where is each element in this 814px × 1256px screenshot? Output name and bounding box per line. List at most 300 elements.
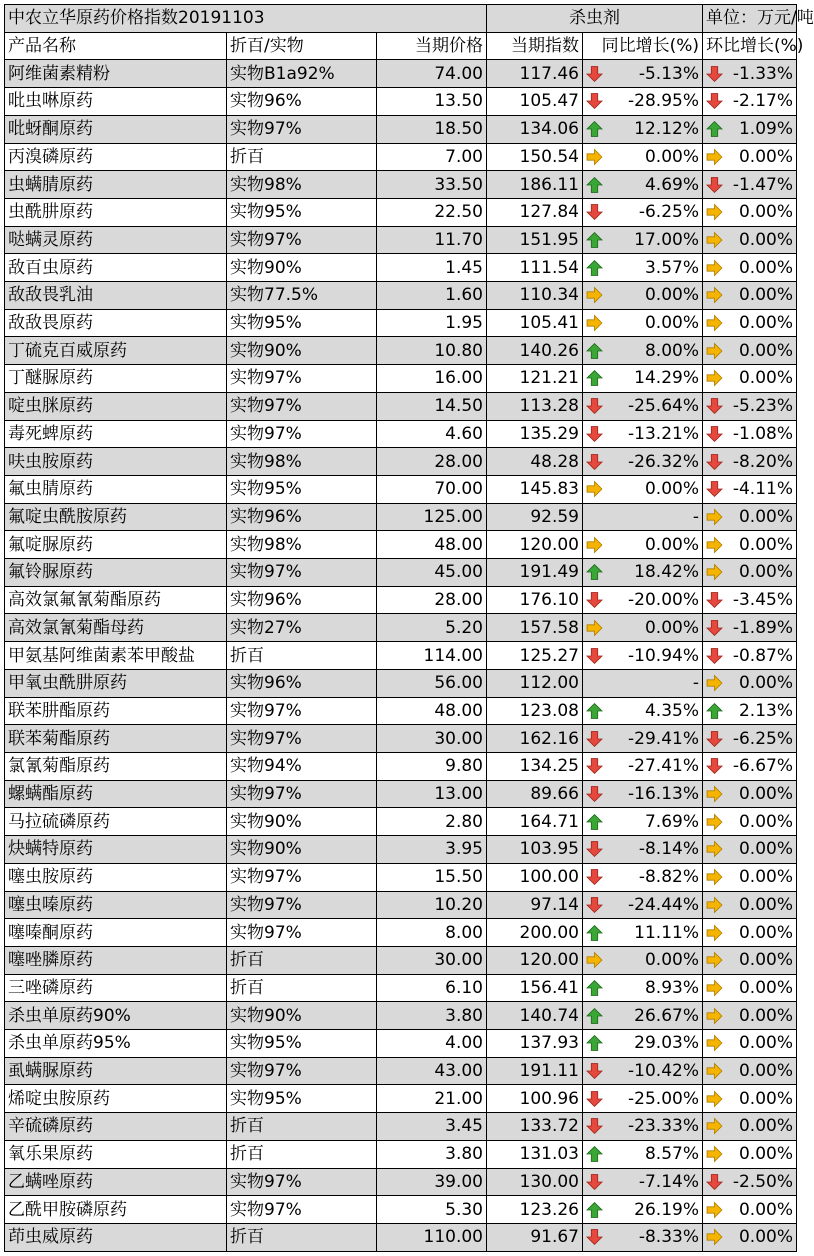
yoy-cell [583, 1223, 703, 1251]
table-row [5, 697, 797, 725]
mom-value: 0.00% [738, 340, 793, 361]
yoy-value: -5.13% [638, 63, 699, 84]
product-name-cell: 乙螨唑原药 [5, 1168, 227, 1196]
spec-cell: 实物97% [227, 697, 377, 725]
index-cell: 137.93 [487, 1030, 583, 1058]
yoy-value: -24.44% [628, 894, 699, 915]
mom-cell [703, 891, 797, 919]
yoy-cell [583, 1168, 703, 1196]
yoy-value: - [692, 507, 699, 527]
index-cell: 200.00 [487, 919, 583, 947]
product-name-cell: 氯氰菊酯原药 [5, 752, 227, 780]
product-name-cell: 噻虫胺原药 [5, 863, 227, 891]
spec-cell: 实物97% [227, 919, 377, 947]
product-name-cell: 茚虫威原药 [5, 1223, 227, 1251]
price-cell: 10.80 [377, 337, 487, 365]
product-name-cell: 马拉硫磷原药 [5, 808, 227, 836]
mom-value: 0.00% [738, 1033, 793, 1054]
index-cell: 191.49 [487, 559, 583, 587]
price-cell: 56.00 [377, 669, 487, 697]
table-row [5, 1002, 797, 1030]
product-name-cell: 乙酰甲胺磷原药 [5, 1196, 227, 1224]
mom-cell [703, 642, 797, 670]
index-cell: 105.41 [487, 309, 583, 337]
index-cell: 164.71 [487, 808, 583, 836]
table-row [5, 559, 797, 587]
header-spec: 折百/实物 [227, 32, 377, 60]
table-row [5, 531, 797, 559]
mom-cell [703, 919, 797, 947]
index-cell: 156.41 [487, 974, 583, 1002]
yoy-cell [583, 337, 703, 365]
mom-cell [703, 254, 797, 282]
product-name-cell: 螺螨酯原药 [5, 780, 227, 808]
mom-value: 0.00% [738, 313, 793, 334]
yoy-cell [583, 143, 703, 171]
yoy-value: -20.00% [628, 590, 699, 611]
mom-cell [703, 752, 797, 780]
price-cell: 13.00 [377, 780, 487, 808]
product-name-cell: 联苯肼酯原药 [5, 697, 227, 725]
table-row [5, 309, 797, 337]
yoy-value: 29.03% [634, 1033, 699, 1054]
price-cell: 1.95 [377, 309, 487, 337]
yoy-value: -10.42% [628, 1061, 699, 1082]
price-cell: 114.00 [377, 642, 487, 670]
product-name-cell: 氟啶虫酰胺原药 [5, 503, 227, 531]
index-cell: 133.72 [487, 1113, 583, 1141]
yoy-cell [583, 392, 703, 420]
price-cell: 28.00 [377, 586, 487, 614]
price-cell: 16.00 [377, 365, 487, 393]
table-row [5, 725, 797, 753]
price-cell: 74.00 [377, 60, 487, 88]
spec-cell: 实物98% [227, 448, 377, 476]
yoy-cell [583, 60, 703, 88]
price-index-table [4, 4, 814, 1252]
price-cell: 3.80 [377, 1002, 487, 1030]
category-label: 杀虫剂 [487, 5, 703, 33]
yoy-value: 26.19% [634, 1199, 699, 1220]
mom-value: 0.00% [738, 811, 793, 832]
header-index: 当期指数 [487, 32, 583, 60]
price-cell: 48.00 [377, 531, 487, 559]
spec-cell: 实物90% [227, 808, 377, 836]
index-cell: 151.95 [487, 226, 583, 254]
yoy-value: 0.00% [644, 146, 699, 167]
table-row [5, 503, 797, 531]
product-name-cell: 三唑磷原药 [5, 974, 227, 1002]
title-row [5, 5, 797, 33]
index-cell: 157.58 [487, 614, 583, 642]
table-row [5, 891, 797, 919]
index-cell: 134.06 [487, 115, 583, 143]
index-cell: 100.96 [487, 1085, 583, 1113]
table-row [5, 1196, 797, 1224]
spec-cell: 实物90% [227, 337, 377, 365]
mom-cell [703, 365, 797, 393]
mom-value: -5.23% [732, 396, 793, 417]
price-cell: 4.00 [377, 1030, 487, 1058]
product-name-cell: 毒死蜱原药 [5, 420, 227, 448]
yoy-value: - [692, 673, 699, 694]
price-cell: 9.80 [377, 752, 487, 780]
price-cell: 13.50 [377, 88, 487, 116]
index-cell: 120.00 [487, 531, 583, 559]
mom-cell [703, 475, 797, 503]
index-cell: 134.25 [487, 752, 583, 780]
table-row [5, 836, 797, 864]
table-row [5, 475, 797, 503]
product-name-cell: 杀虫单原药90% [5, 1002, 227, 1030]
index-cell: 127.84 [487, 198, 583, 226]
yoy-cell [583, 531, 703, 559]
product-name-cell: 吡蚜酮原药 [5, 115, 227, 143]
spec-cell: 折百 [227, 1113, 377, 1141]
mom-value: -3.45% [732, 590, 793, 611]
price-cell: 3.45 [377, 1113, 487, 1141]
product-name-cell: 甲氨基阿维菌素苯甲酸盐 [5, 642, 227, 670]
index-cell: 140.74 [487, 1002, 583, 1030]
product-name-cell: 辛硫磷原药 [5, 1113, 227, 1141]
table-row [5, 974, 797, 1002]
index-cell: 92.59 [487, 503, 583, 531]
index-cell: 145.83 [487, 475, 583, 503]
spec-cell: 实物96% [227, 88, 377, 116]
yoy-value: 0.00% [644, 534, 699, 555]
product-name-cell: 啶虫脒原药 [5, 392, 227, 420]
table-body [5, 5, 814, 1252]
yoy-cell [583, 254, 703, 282]
spec-cell: 折百 [227, 143, 377, 171]
yoy-cell [583, 1002, 703, 1030]
header-yoy: 同比增长(%) [583, 32, 703, 60]
yoy-cell [583, 309, 703, 337]
price-cell: 30.00 [377, 725, 487, 753]
mom-cell [703, 143, 797, 171]
table-row [5, 115, 797, 143]
yoy-value: 0.00% [644, 950, 699, 971]
mom-cell [703, 586, 797, 614]
yoy-value: 0.00% [644, 313, 699, 334]
spec-cell: 实物96% [227, 586, 377, 614]
mom-value: -1.89% [732, 617, 793, 638]
mom-value: 0.00% [738, 950, 793, 971]
price-cell: 15.50 [377, 863, 487, 891]
index-cell: 110.34 [487, 282, 583, 310]
index-cell: 125.27 [487, 642, 583, 670]
price-cell: 28.00 [377, 448, 487, 476]
spec-cell: 实物95% [227, 309, 377, 337]
index-cell: 100.00 [487, 863, 583, 891]
mom-value: -4.11% [732, 479, 793, 500]
product-name-cell: 丁硫克百威原药 [5, 337, 227, 365]
mom-cell [703, 337, 797, 365]
mom-value: -6.25% [732, 728, 793, 749]
product-name-cell: 高效氯氰菊酯母药 [5, 614, 227, 642]
header-mom: 环比增长(%) [703, 32, 797, 60]
index-cell: 112.00 [487, 669, 583, 697]
yoy-cell [583, 448, 703, 476]
mom-cell [703, 1140, 797, 1168]
yoy-value: -26.32% [628, 451, 699, 472]
product-name-cell: 氟虫腈原药 [5, 475, 227, 503]
yoy-cell [583, 586, 703, 614]
price-cell: 14.50 [377, 392, 487, 420]
mom-cell [703, 392, 797, 420]
mom-cell [703, 1196, 797, 1224]
mom-cell [703, 780, 797, 808]
table-row [5, 254, 797, 282]
table-row [5, 752, 797, 780]
index-cell: 131.03 [487, 1140, 583, 1168]
mom-value: 0.00% [738, 229, 793, 250]
yoy-value: -16.13% [628, 784, 699, 805]
spec-cell: 折百 [227, 946, 377, 974]
yoy-value: 18.42% [634, 562, 699, 583]
mom-cell [703, 1085, 797, 1113]
mom-value: 0.00% [738, 894, 793, 915]
product-name-cell: 氟啶脲原药 [5, 531, 227, 559]
mom-value: 0.00% [738, 1116, 793, 1137]
index-cell: 91.67 [487, 1223, 583, 1251]
mom-value: 0.00% [738, 285, 793, 306]
table-row [5, 226, 797, 254]
product-name-cell: 杀虫单原药95% [5, 1030, 227, 1058]
mom-cell [703, 1168, 797, 1196]
mom-cell [703, 282, 797, 310]
product-name-cell: 虫酰肼原药 [5, 198, 227, 226]
spec-cell: 实物97% [227, 1196, 377, 1224]
mom-value: 0.00% [738, 867, 793, 888]
index-cell: 117.46 [487, 60, 583, 88]
yoy-cell [583, 1196, 703, 1224]
index-cell: 120.00 [487, 946, 583, 974]
price-cell: 43.00 [377, 1057, 487, 1085]
yoy-value: -8.82% [638, 867, 699, 888]
yoy-value: 0.00% [644, 285, 699, 306]
yoy-cell [583, 752, 703, 780]
yoy-value: -29.41% [628, 728, 699, 749]
price-cell: 45.00 [377, 559, 487, 587]
mom-cell [703, 697, 797, 725]
yoy-value: -28.95% [628, 91, 699, 112]
spec-cell: 实物97% [227, 115, 377, 143]
price-cell: 48.00 [377, 697, 487, 725]
product-name-cell: 虫螨腈原药 [5, 171, 227, 199]
yoy-cell [583, 420, 703, 448]
spec-cell: 实物98% [227, 531, 377, 559]
table-row [5, 1168, 797, 1196]
product-name-cell: 丁醚脲原药 [5, 365, 227, 393]
yoy-cell [583, 1140, 703, 1168]
index-cell: 89.66 [487, 780, 583, 808]
price-cell: 5.20 [377, 614, 487, 642]
product-name-cell: 联苯菊酯原药 [5, 725, 227, 753]
mom-value: -1.33% [732, 63, 793, 84]
spec-cell: 实物97% [227, 863, 377, 891]
yoy-cell [583, 282, 703, 310]
table-row [5, 919, 797, 947]
price-cell: 21.00 [377, 1085, 487, 1113]
price-cell: 4.60 [377, 420, 487, 448]
mom-cell [703, 420, 797, 448]
yoy-value: -8.14% [638, 839, 699, 860]
yoy-value: -10.94% [628, 645, 699, 666]
yoy-cell [583, 503, 703, 531]
yoy-value: 8.93% [644, 977, 699, 998]
index-cell: 162.16 [487, 725, 583, 753]
table-row [5, 614, 797, 642]
spec-cell: 实物90% [227, 1002, 377, 1030]
table-row [5, 448, 797, 476]
mom-value: 0.00% [738, 1088, 793, 1109]
price-cell: 7.00 [377, 143, 487, 171]
price-cell: 1.60 [377, 282, 487, 310]
table-row [5, 586, 797, 614]
yoy-value: -25.00% [628, 1088, 699, 1109]
table-row [5, 1085, 797, 1113]
table-row [5, 365, 797, 393]
mom-cell [703, 1223, 797, 1251]
yoy-cell [583, 725, 703, 753]
mom-cell [703, 836, 797, 864]
spec-cell: 实物27% [227, 614, 377, 642]
mom-value: 0.00% [738, 1227, 793, 1248]
mom-value: -1.08% [732, 423, 793, 444]
price-cell: 11.70 [377, 226, 487, 254]
mom-value: -1.47% [732, 174, 793, 195]
header-name: 产品名称 [5, 32, 227, 60]
mom-value: 0.00% [738, 977, 793, 998]
mom-cell [703, 863, 797, 891]
price-cell: 1.45 [377, 254, 487, 282]
mom-value: 0.00% [738, 784, 793, 805]
yoy-value: 26.67% [634, 1005, 699, 1026]
yoy-value: -25.64% [628, 396, 699, 417]
yoy-value: 3.57% [644, 257, 699, 278]
spec-cell: 折百 [227, 642, 377, 670]
product-name-cell: 敌敌畏原药 [5, 309, 227, 337]
mom-cell [703, 1113, 797, 1141]
index-cell: 103.95 [487, 836, 583, 864]
spec-cell: 实物97% [227, 780, 377, 808]
spec-cell: 折百 [227, 974, 377, 1002]
yoy-cell [583, 226, 703, 254]
mom-value: 2.13% [738, 700, 793, 721]
index-cell: 140.26 [487, 337, 583, 365]
mom-cell [703, 88, 797, 116]
mom-cell [703, 1030, 797, 1058]
yoy-cell [583, 891, 703, 919]
yoy-cell [583, 780, 703, 808]
table-row [5, 946, 797, 974]
product-name-cell: 吡虫啉原药 [5, 88, 227, 116]
spec-cell: 折百 [227, 1140, 377, 1168]
spec-cell: 实物95% [227, 475, 377, 503]
yoy-value: 12.12% [634, 119, 699, 140]
mom-cell [703, 725, 797, 753]
price-cell: 125.00 [377, 503, 487, 531]
mom-value: 0.00% [738, 368, 793, 389]
product-name-cell: 噻唑膦原药 [5, 946, 227, 974]
index-cell: 111.54 [487, 254, 583, 282]
table-row [5, 143, 797, 171]
spec-cell: 实物97% [227, 891, 377, 919]
spec-cell: 实物97% [227, 725, 377, 753]
mom-value: 0.00% [738, 1199, 793, 1220]
index-cell: 130.00 [487, 1168, 583, 1196]
product-name-cell: 丙溴磷原药 [5, 143, 227, 171]
spec-cell: 实物95% [227, 1030, 377, 1058]
yoy-value: 17.00% [634, 229, 699, 250]
mom-cell [703, 559, 797, 587]
sheet-title: 中农立华原药价格指数20191103 [5, 5, 487, 33]
product-name-cell: 敌敌畏乳油 [5, 282, 227, 310]
spec-cell: 实物97% [227, 226, 377, 254]
yoy-cell [583, 863, 703, 891]
yoy-cell [583, 198, 703, 226]
product-name-cell: 呋虫胺原药 [5, 448, 227, 476]
mom-value: 0.00% [738, 922, 793, 943]
table-row [5, 1030, 797, 1058]
index-cell: 150.54 [487, 143, 583, 171]
spec-cell: 实物94% [227, 752, 377, 780]
spec-cell: 实物97% [227, 365, 377, 393]
mom-cell [703, 171, 797, 199]
price-cell: 5.30 [377, 1196, 487, 1224]
mom-value: 0.00% [738, 534, 793, 555]
product-name-cell: 噻嗪酮原药 [5, 919, 227, 947]
product-name-cell: 虱螨脲原药 [5, 1057, 227, 1085]
spec-cell: 实物77.5% [227, 282, 377, 310]
mom-cell [703, 448, 797, 476]
mom-value: 0.00% [738, 507, 793, 527]
mom-value: 0.00% [738, 1061, 793, 1082]
mom-cell [703, 226, 797, 254]
yoy-cell [583, 808, 703, 836]
product-name-cell: 阿维菌素精粉 [5, 60, 227, 88]
yoy-cell [583, 919, 703, 947]
yoy-cell [583, 475, 703, 503]
product-name-cell: 甲氧虫酰肼原药 [5, 669, 227, 697]
yoy-cell [583, 365, 703, 393]
table-row [5, 780, 797, 808]
table-row [5, 863, 797, 891]
index-cell: 135.29 [487, 420, 583, 448]
index-cell: 48.28 [487, 448, 583, 476]
yoy-value: 0.00% [644, 479, 699, 500]
mom-value: 0.00% [738, 562, 793, 583]
product-name-cell: 烯啶虫胺原药 [5, 1085, 227, 1113]
mom-value: 0.00% [738, 202, 793, 223]
mom-value: 0.00% [738, 257, 793, 278]
product-name-cell: 氟铃脲原药 [5, 559, 227, 587]
spec-cell: 实物96% [227, 503, 377, 531]
yoy-value: 4.35% [644, 700, 699, 721]
yoy-value: 8.57% [644, 1144, 699, 1165]
mom-value: 0.00% [738, 1005, 793, 1026]
table-row [5, 282, 797, 310]
mom-cell [703, 669, 797, 697]
spec-cell: 实物97% [227, 559, 377, 587]
table-row [5, 60, 797, 88]
yoy-cell [583, 1085, 703, 1113]
yoy-cell [583, 697, 703, 725]
spec-cell: 实物97% [227, 392, 377, 420]
yoy-value: -23.33% [628, 1116, 699, 1137]
yoy-value: 7.69% [644, 811, 699, 832]
